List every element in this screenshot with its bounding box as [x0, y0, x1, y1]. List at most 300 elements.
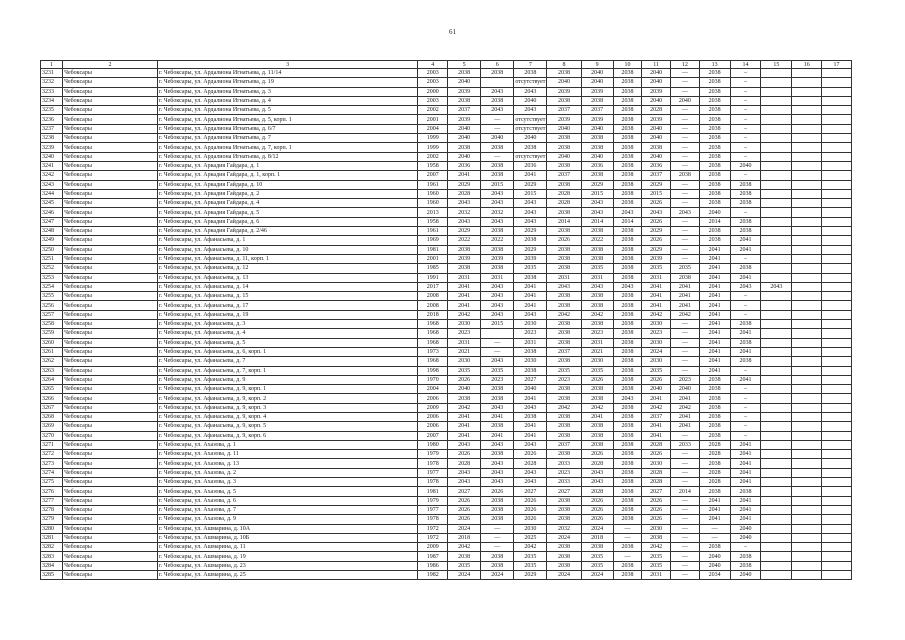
year-cell-col-12: —: [670, 366, 699, 375]
row-number-cell: 3238: [41, 134, 63, 143]
year-cell-col-7: 2038: [514, 366, 547, 375]
year-cell-col-16: [792, 571, 822, 580]
year-cell-col-10: 2038: [613, 450, 642, 459]
address-cell: г. Чебоксары, ул. Ашмарина, д. 10Б: [157, 533, 417, 542]
year-cell-col-14: 2038: [730, 217, 761, 226]
address-cell: г. Чебоксары, ул. Ардалиона Игнатьева, д. 8/12: [157, 152, 417, 161]
year-cell-col-16: [792, 115, 822, 124]
year-cell-col-15: [761, 69, 792, 78]
year-cell-col-10: 2038: [613, 273, 642, 282]
year-cell-col-13: 2038: [699, 69, 730, 78]
year-cell-col-14: 2041: [730, 496, 761, 505]
year-cell-col-6: —: [481, 338, 514, 347]
year-cell-col-5: 2040: [448, 124, 481, 133]
city-cell: Чебоксары: [63, 505, 158, 514]
year-cell-col-14: 2041: [730, 468, 761, 477]
year-cell-col-4: 2006: [418, 412, 448, 421]
year-cell-col-5: 2031: [448, 273, 481, 282]
year-cell-col-16: [792, 422, 822, 431]
year-cell-col-17: [822, 208, 852, 217]
year-cell-col-10: 2038: [613, 134, 642, 143]
year-cell-col-13: 2038: [699, 115, 730, 124]
year-cell-col-14: 2040: [730, 533, 761, 542]
year-cell-col-9: 2038: [581, 301, 613, 310]
column-header-8: 8: [547, 61, 581, 69]
row-number-cell: 3263: [41, 366, 63, 375]
year-cell-col-12: 2042: [670, 310, 699, 319]
year-cell-col-5: 2040: [448, 78, 481, 87]
year-cell-col-7: 2038: [514, 69, 547, 78]
address-cell: г. Чебоксары, ул. Ашмарина, д. 25: [157, 571, 417, 580]
year-cell-col-11: 2029: [642, 180, 671, 189]
year-cell-col-15: [761, 199, 792, 208]
year-cell-col-8: 2037: [547, 106, 581, 115]
year-cell-col-11: 2031: [642, 571, 671, 580]
year-cell-col-4: 1979: [418, 450, 448, 459]
column-header-3: 3: [157, 61, 417, 69]
year-cell-col-6: 2043: [481, 292, 514, 301]
row-number-cell: 3246: [41, 208, 63, 217]
year-cell-col-14: 2041: [730, 440, 761, 449]
year-cell-col-17: [822, 357, 852, 366]
year-cell-col-8: 2038: [547, 292, 581, 301]
year-cell-col-8: 2026: [547, 236, 581, 245]
table-row: [41, 505, 852, 514]
year-cell-col-9: 2041: [581, 412, 613, 421]
year-cell-col-5: 2040: [448, 152, 481, 161]
table-row: [41, 236, 852, 245]
year-cell-col-8: 2038: [547, 301, 581, 310]
year-cell-col-6: 2038: [481, 96, 514, 105]
year-cell-col-9: 2039: [581, 87, 613, 96]
year-cell-col-15: [761, 487, 792, 496]
year-cell-col-13: 2040: [699, 552, 730, 561]
year-cell-col-17: [822, 217, 852, 226]
year-cell-col-16: [792, 96, 822, 105]
table-row: [41, 143, 852, 152]
year-cell-col-11: 2040: [642, 96, 671, 105]
year-cell-col-6: 2022: [481, 236, 514, 245]
year-cell-col-11: 2030: [642, 357, 671, 366]
table-row: [41, 571, 852, 580]
year-cell-col-15: [761, 245, 792, 254]
year-cell-col-4: 2006: [418, 394, 448, 403]
year-cell-col-5: 2039: [448, 87, 481, 96]
year-cell-col-14: –: [730, 366, 761, 375]
year-cell-col-5: 2040: [448, 134, 481, 143]
year-cell-col-9: 2038: [581, 143, 613, 152]
year-cell-col-10: 2038: [613, 347, 642, 356]
table-row: [41, 87, 852, 96]
year-cell-col-14: 2040: [730, 524, 761, 533]
year-cell-col-8: 2038: [547, 264, 581, 273]
year-cell-col-11: 2042: [642, 543, 671, 552]
year-cell-col-6: —: [481, 152, 514, 161]
year-cell-col-6: 2038: [481, 161, 514, 170]
address-cell: г. Чебоксары, ул. Афанасьева, д. 11, корп. 1: [157, 254, 417, 263]
year-cell-col-15: [761, 87, 792, 96]
year-cell-col-17: [822, 505, 852, 514]
year-cell-col-9: 2039: [581, 115, 613, 124]
year-cell-col-11: 2015: [642, 189, 671, 198]
year-cell-col-10: 2038: [613, 264, 642, 273]
address-cell: г. Чебоксары, ул. Афанасьева, д. 6, корп. 1: [157, 347, 417, 356]
year-cell-col-13: 2041: [699, 347, 730, 356]
year-cell-col-11: 2042: [642, 403, 671, 412]
year-cell-col-4: 1961: [418, 227, 448, 236]
year-cell-col-6: 2024: [481, 571, 514, 580]
year-cell-col-8: 2028: [547, 199, 581, 208]
year-cell-col-13: 2041: [699, 264, 730, 273]
year-cell-col-9: 2015: [581, 189, 613, 198]
year-cell-col-11: 2026: [642, 505, 671, 514]
address-cell: г. Чебоксары, ул. Афанасьева, д. 9: [157, 375, 417, 384]
city-cell: Чебоксары: [63, 208, 158, 217]
year-cell-col-17: [822, 496, 852, 505]
year-cell-col-11: 2030: [642, 524, 671, 533]
year-cell-col-4: 1960: [418, 199, 448, 208]
address-cell: г. Чебоксары, ул. Аркадия Гайдара, д. 2/46: [157, 227, 417, 236]
year-cell-col-11: 2040: [642, 78, 671, 87]
address-cell: г. Чебоксары, ул. Ардалиона Игнатьева, д. 7, корп. 1: [157, 143, 417, 152]
year-cell-col-6: 2038: [481, 394, 514, 403]
year-cell-col-16: [792, 301, 822, 310]
year-cell-col-12: 2033: [670, 440, 699, 449]
year-cell-col-12: —: [670, 161, 699, 170]
year-cell-col-7: 2038: [514, 273, 547, 282]
year-cell-col-4: 1999: [418, 134, 448, 143]
year-cell-col-12: —: [670, 533, 699, 542]
table-row: [41, 254, 852, 263]
year-cell-col-12: —: [670, 189, 699, 198]
year-cell-col-9: 2021: [581, 347, 613, 356]
year-cell-col-15: [761, 161, 792, 170]
year-cell-col-15: [761, 459, 792, 468]
year-cell-col-8: 2024: [547, 571, 581, 580]
year-cell-col-14: 2038: [730, 552, 761, 561]
year-cell-col-9: 2031: [581, 338, 613, 347]
row-number-cell: 3280: [41, 524, 63, 533]
table-row: [41, 385, 852, 394]
year-cell-col-6: 2041: [481, 412, 514, 421]
year-cell-col-4: 2008: [418, 292, 448, 301]
year-cell-col-13: 2038: [699, 152, 730, 161]
year-cell-col-4: 2007: [418, 171, 448, 180]
year-cell-col-7: 2035: [514, 561, 547, 570]
table-row: [41, 431, 852, 440]
year-cell-col-5: 2038: [448, 96, 481, 105]
address-cell: г. Чебоксары, ул. Аркадия Гайдара, д. 6: [157, 217, 417, 226]
year-cell-col-12: 2041: [670, 394, 699, 403]
year-cell-col-4: 1972: [418, 524, 448, 533]
address-cell: г. Чебоксары, ул. Ахазова, д. 5: [157, 487, 417, 496]
year-cell-col-14: 2038: [730, 487, 761, 496]
year-cell-col-4: 1968: [418, 357, 448, 366]
row-number-cell: 3264: [41, 375, 63, 384]
year-cell-col-4: 1986: [418, 561, 448, 570]
year-cell-col-6: 2043: [481, 357, 514, 366]
year-cell-col-8: 2035: [547, 366, 581, 375]
year-cell-col-15: [761, 134, 792, 143]
year-cell-col-15: [761, 208, 792, 217]
year-cell-col-9: 2040: [581, 69, 613, 78]
table-row: [41, 347, 852, 356]
year-cell-col-12: —: [670, 431, 699, 440]
year-cell-col-12: —: [670, 78, 699, 87]
address-cell: г. Чебоксары, ул. Афанасьева, д. 19: [157, 310, 417, 319]
year-cell-col-15: [761, 254, 792, 263]
row-number-cell: 3231: [41, 69, 63, 78]
year-cell-col-5: 2026: [448, 505, 481, 514]
address-cell: г. Чебоксары, ул. Афанасьева, д. 9, корп. 5: [157, 422, 417, 431]
year-cell-col-8: 2039: [547, 87, 581, 96]
year-cell-col-15: [761, 273, 792, 282]
year-cell-col-5: 2024: [448, 571, 481, 580]
table-row: [41, 403, 852, 412]
year-cell-col-9: 2035: [581, 561, 613, 570]
year-cell-col-16: [792, 208, 822, 217]
year-cell-col-4: 1960: [418, 189, 448, 198]
year-cell-col-8: 2031: [547, 273, 581, 282]
year-cell-col-14: –: [730, 87, 761, 96]
year-cell-col-4: 2001: [418, 254, 448, 263]
year-cell-col-8: 2038: [547, 394, 581, 403]
column-header-7: 7: [514, 61, 547, 69]
year-cell-col-4: 2003: [418, 96, 448, 105]
year-cell-col-17: [822, 347, 852, 356]
year-cell-col-8: 2032: [547, 524, 581, 533]
year-cell-col-7: 2043: [514, 106, 547, 115]
year-cell-col-17: [822, 543, 852, 552]
address-cell: г. Чебоксары, ул. Афанасьева, д. 4: [157, 329, 417, 338]
year-cell-col-4: 1969: [418, 236, 448, 245]
address-cell: г. Чебоксары, ул. Ахазова, д. 6: [157, 496, 417, 505]
year-cell-col-16: [792, 496, 822, 505]
year-cell-col-17: [822, 487, 852, 496]
row-number-cell: 3282: [41, 543, 63, 552]
city-cell: Чебоксары: [63, 487, 158, 496]
row-number-cell: 3283: [41, 552, 63, 561]
year-cell-col-5: 2026: [448, 450, 481, 459]
year-cell-col-10: 2038: [613, 236, 642, 245]
table-row: [41, 533, 852, 542]
city-cell: Чебоксары: [63, 496, 158, 505]
row-number-cell: 3249: [41, 236, 63, 245]
year-cell-col-14: 2040: [730, 571, 761, 580]
year-cell-col-9: 2026: [581, 375, 613, 384]
year-cell-col-15: [761, 412, 792, 421]
year-cell-col-9: 2040: [581, 124, 613, 133]
year-cell-col-8: 2037: [547, 171, 581, 180]
address-cell: г. Чебоксары, ул. Ардалиона Игнатьева, д. 5, корп. 1: [157, 115, 417, 124]
year-cell-col-13: 2038: [699, 161, 730, 170]
year-cell-col-14: –: [730, 422, 761, 431]
year-cell-col-13: 2038: [699, 124, 730, 133]
year-cell-col-10: 2038: [613, 115, 642, 124]
address-cell: г. Чебоксары, ул. Ашмарина, д. 10А: [157, 524, 417, 533]
year-cell-col-12: —: [670, 134, 699, 143]
address-cell: г. Чебоксары, ул. Афанасьева, д. 7: [157, 357, 417, 366]
year-cell-col-16: [792, 254, 822, 263]
city-cell: Чебоксары: [63, 440, 158, 449]
year-cell-col-11: 2039: [642, 254, 671, 263]
year-cell-col-15: [761, 106, 792, 115]
year-cell-col-14: 2038: [730, 264, 761, 273]
year-cell-col-5: 2041: [448, 301, 481, 310]
year-cell-col-6: 2038: [481, 171, 514, 180]
year-cell-col-16: [792, 394, 822, 403]
city-cell: Чебоксары: [63, 422, 158, 431]
year-cell-col-13: 2040: [699, 561, 730, 570]
year-cell-col-5: 2029: [448, 227, 481, 236]
year-cell-col-14: 2041: [730, 515, 761, 524]
row-number-cell: 3269: [41, 422, 63, 431]
year-cell-col-17: [822, 329, 852, 338]
year-cell-col-6: 2038: [481, 69, 514, 78]
year-cell-col-11: 2041: [642, 301, 671, 310]
year-cell-col-16: [792, 478, 822, 487]
year-cell-col-11: 2026: [642, 375, 671, 384]
year-cell-col-11: 2026: [642, 236, 671, 245]
year-cell-col-5: 2035: [448, 366, 481, 375]
year-cell-col-13: 2038: [699, 431, 730, 440]
row-number-cell: 3284: [41, 561, 63, 570]
year-cell-col-13: 2041: [699, 282, 730, 291]
year-cell-col-4: 2001: [418, 115, 448, 124]
year-cell-col-12: 2040: [670, 385, 699, 394]
year-cell-col-16: [792, 552, 822, 561]
row-number-cell: 3247: [41, 217, 63, 226]
year-cell-col-16: [792, 459, 822, 468]
year-cell-col-16: [792, 543, 822, 552]
table-row: [41, 459, 852, 468]
year-cell-col-11: 2035: [642, 552, 671, 561]
row-number-cell: 3270: [41, 431, 63, 440]
row-number-cell: 3237: [41, 124, 63, 133]
table-row: [41, 208, 852, 217]
year-cell-col-8: 2038: [547, 552, 581, 561]
year-cell-col-4: 2007: [418, 431, 448, 440]
year-cell-col-7: 2029: [514, 571, 547, 580]
city-cell: Чебоксары: [63, 217, 158, 226]
year-cell-col-17: [822, 571, 852, 580]
year-cell-col-10: 2038: [613, 320, 642, 329]
city-cell: Чебоксары: [63, 468, 158, 477]
row-number-cell: 3257: [41, 310, 63, 319]
table-row: [41, 180, 852, 189]
table-row: [41, 422, 852, 431]
city-cell: Чебоксары: [63, 366, 158, 375]
year-cell-col-13: 2038: [699, 375, 730, 384]
address-cell: г. Чебоксары, ул. Афанасьева, д. 17: [157, 301, 417, 310]
year-cell-col-13: 2041: [699, 254, 730, 263]
year-cell-col-17: [822, 115, 852, 124]
year-cell-col-15: [761, 403, 792, 412]
year-cell-col-12: —: [670, 320, 699, 329]
year-cell-col-7: 2041: [514, 431, 547, 440]
year-cell-col-12: —: [670, 524, 699, 533]
year-cell-col-8: 2038: [547, 431, 581, 440]
year-cell-col-16: [792, 431, 822, 440]
year-cell-col-8: 2038: [547, 561, 581, 570]
city-cell: Чебоксары: [63, 199, 158, 208]
year-cell-col-12: —: [670, 561, 699, 570]
year-cell-col-17: [822, 552, 852, 561]
year-cell-col-12: 2043: [670, 208, 699, 217]
year-cell-col-15: [761, 78, 792, 87]
year-cell-col-17: [822, 478, 852, 487]
year-cell-col-4: 2006: [418, 422, 448, 431]
year-cell-col-17: [822, 301, 852, 310]
year-cell-col-17: [822, 431, 852, 440]
address-cell: г. Чебоксары, ул. Афанасьева, д. 15: [157, 292, 417, 301]
year-cell-col-10: 2038: [613, 561, 642, 570]
year-cell-col-17: [822, 189, 852, 198]
year-cell-col-12: —: [670, 552, 699, 561]
year-cell-col-13: 2038: [699, 385, 730, 394]
year-cell-col-11: 2026: [642, 450, 671, 459]
table-row: [41, 124, 852, 133]
year-cell-col-10: 2038: [613, 487, 642, 496]
year-cell-col-15: [761, 96, 792, 105]
row-number-cell: 3242: [41, 171, 63, 180]
year-cell-col-17: [822, 515, 852, 524]
year-cell-col-15: [761, 189, 792, 198]
year-cell-col-11: 2026: [642, 217, 671, 226]
year-cell-col-7: 2041: [514, 422, 547, 431]
table-row: [41, 217, 852, 226]
address-cell: г. Чебоксары, ул. Афанасьева, д. 7, корп. 1: [157, 366, 417, 375]
table-row: [41, 152, 852, 161]
year-cell-col-13: 2038: [699, 422, 730, 431]
year-cell-col-7: 2028: [514, 459, 547, 468]
year-cell-col-16: [792, 385, 822, 394]
year-cell-col-9: 2038: [581, 320, 613, 329]
year-cell-col-8: 2038: [547, 543, 581, 552]
year-cell-col-9: 2038: [581, 96, 613, 105]
row-number-cell: 3259: [41, 329, 63, 338]
year-cell-col-5: 2038: [448, 245, 481, 254]
year-cell-col-16: [792, 487, 822, 496]
year-cell-col-4: 1982: [418, 571, 448, 580]
year-cell-col-12: 2038: [670, 273, 699, 282]
city-cell: Чебоксары: [63, 310, 158, 319]
column-header-12: 12: [670, 61, 699, 69]
year-cell-col-16: [792, 78, 822, 87]
year-cell-col-16: [792, 320, 822, 329]
address-cell: г. Чебоксары, ул. Афанасьева, д. 9, корп. 2: [157, 394, 417, 403]
year-cell-col-12: 2042: [670, 403, 699, 412]
table-row: [41, 478, 852, 487]
year-cell-col-17: [822, 440, 852, 449]
year-cell-col-4: 1977: [418, 505, 448, 514]
year-cell-col-5: 2039: [448, 115, 481, 124]
year-cell-col-11: 2028: [642, 468, 671, 477]
year-cell-col-16: [792, 440, 822, 449]
year-cell-col-11: 2030: [642, 459, 671, 468]
row-number-cell: 3241: [41, 161, 63, 170]
table-row: [41, 496, 852, 505]
row-number-cell: 3262: [41, 357, 63, 366]
year-cell-col-5: 2043: [448, 468, 481, 477]
year-cell-col-16: [792, 329, 822, 338]
year-cell-col-17: [822, 468, 852, 477]
year-cell-col-17: [822, 199, 852, 208]
row-number-cell: 3277: [41, 496, 63, 505]
year-cell-col-5: 2026: [448, 496, 481, 505]
city-cell: Чебоксары: [63, 180, 158, 189]
year-cell-col-14: 2038: [730, 180, 761, 189]
